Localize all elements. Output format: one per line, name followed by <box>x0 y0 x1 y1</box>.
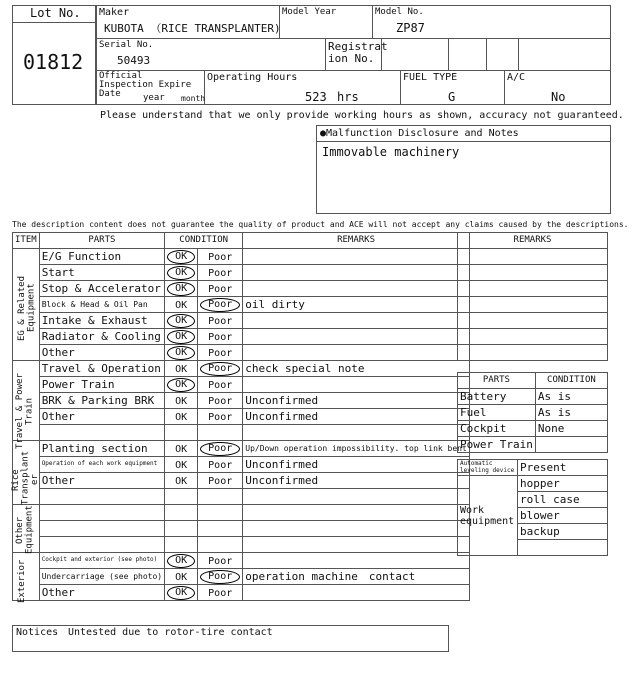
condition-ok <box>165 377 198 393</box>
remark: operation machine contact <box>243 569 470 585</box>
condition-poor <box>198 425 243 441</box>
condition-ok <box>165 425 198 441</box>
condition-poor-label: Poor <box>208 315 233 327</box>
part-name: E/G Function <box>39 249 164 265</box>
table-row <box>13 473 470 489</box>
remark <box>243 281 470 297</box>
table-row <box>13 345 470 361</box>
year-label: year <box>143 93 165 103</box>
condition-poor-label: Poor <box>208 459 233 471</box>
work-item: hopper <box>517 476 607 492</box>
right-remarks-header: REMARKS <box>458 233 608 249</box>
table-row <box>13 585 470 601</box>
part-name: Travel & Operation <box>39 361 164 377</box>
leveling-value: Present <box>517 460 607 476</box>
part-name: Start <box>39 265 164 281</box>
condition-ok <box>165 441 198 457</box>
maker-value: KUBOTA （RICE TRANSPLANTER) <box>104 22 281 35</box>
powertrain-label: Power Train <box>458 437 536 453</box>
remark: Unconfirmed <box>243 457 470 473</box>
condition-poor <box>198 313 243 329</box>
condition-ok <box>165 393 198 409</box>
part-name <box>39 537 164 553</box>
condition-ok-selected: OK <box>167 586 195 600</box>
work-item: backup <box>517 524 607 540</box>
part-name: Other <box>39 345 164 361</box>
condition-poor-selected: Poor <box>200 298 240 312</box>
condition-poor <box>198 297 243 313</box>
serial-label: Serial No. <box>99 40 154 50</box>
condition-ok <box>165 537 198 553</box>
part-name <box>39 489 164 505</box>
table-row <box>13 409 470 425</box>
hours-notice: Please understand that we only provide working hours as shown, accuracy not guaranteed. <box>100 110 624 121</box>
condition-ok-selected: OK <box>167 266 195 280</box>
remark: Unconfirmed <box>243 473 470 489</box>
malfunction-title: ●Malfunction Disclosure and Notes <box>320 128 519 139</box>
condition-ok-label: OK <box>175 459 188 471</box>
part-name: Radiator & Cooling <box>39 329 164 345</box>
condition-poor-label: Poor <box>208 555 233 567</box>
part-name: Intake & Exhaust <box>39 313 164 329</box>
condition-ok <box>165 585 198 601</box>
part-name <box>39 521 164 537</box>
lot-label: Lot No. <box>30 6 81 20</box>
condition-poor <box>198 329 243 345</box>
table-row <box>13 521 470 537</box>
group-travel-label: Travel & Power Train <box>15 373 35 449</box>
remark <box>243 505 470 521</box>
condition-ok-selected: OK <box>167 282 195 296</box>
condition-poor <box>198 537 243 553</box>
group-other-label: Other Equipment <box>15 505 35 555</box>
ac-value: No <box>551 90 566 104</box>
disclaimer: The description content does not guarantee the quality of product and ACE will not accept any claims caused by the descriptions. <box>12 220 629 229</box>
table-row <box>13 265 470 281</box>
condition-ok-selected: OK <box>167 346 195 360</box>
condition-ok-label: OK <box>175 411 188 423</box>
condition-poor-label: Poor <box>208 331 233 343</box>
table-row <box>13 537 470 553</box>
table-row <box>13 505 470 521</box>
cockpit-label: Cockpit <box>458 421 536 437</box>
condition-ok <box>165 489 198 505</box>
condition-ok-selected: OK <box>167 314 195 328</box>
right-parts-table <box>457 372 608 453</box>
condition-ok <box>165 281 198 297</box>
table-row <box>13 457 470 473</box>
condition-poor-selected: Poor <box>200 442 240 456</box>
cockpit-cond: None <box>535 421 607 437</box>
table-row <box>13 297 470 313</box>
notices-label: Notices <box>16 627 59 638</box>
condition-poor-label: Poor <box>208 379 233 391</box>
table-row <box>13 393 470 409</box>
condition-ok <box>165 329 198 345</box>
condition-poor-label: Poor <box>208 475 233 487</box>
hours-value: 523 <box>305 90 327 104</box>
group-eg-label: EG & Related Equipment <box>17 275 37 341</box>
table-row <box>13 377 470 393</box>
work-item: roll case <box>517 492 607 508</box>
condition-ok <box>165 505 198 521</box>
part-name: Planting section <box>39 441 164 457</box>
remark <box>243 489 470 505</box>
condition-poor <box>198 377 243 393</box>
part-name: Other <box>39 585 164 601</box>
remark <box>243 329 470 345</box>
hours-label: Operating Hours <box>207 72 298 83</box>
remark: Unconfirmed <box>243 393 470 409</box>
condition-ok <box>165 249 198 265</box>
serial-value: 50493 <box>117 54 151 67</box>
registration-label: Registrat ion No. <box>328 40 388 66</box>
part-name: Other <box>39 409 164 425</box>
condition-poor-label: Poor <box>208 251 233 263</box>
table-row <box>13 313 470 329</box>
model-no-label: Model No. <box>375 7 424 17</box>
col-condition: CONDITION <box>165 233 243 249</box>
powertrain-cond <box>535 437 607 453</box>
table-row <box>13 249 470 265</box>
right-remarks-table <box>457 232 608 361</box>
part-name: Block & Head & Oil Pan <box>39 297 164 313</box>
condition-poor <box>198 393 243 409</box>
condition-poor <box>198 489 243 505</box>
remark <box>243 345 470 361</box>
condition-poor <box>198 457 243 473</box>
condition-ok-label: OK <box>175 363 188 375</box>
hours-unit: hrs <box>337 90 359 104</box>
condition-poor <box>198 585 243 601</box>
condition-poor <box>198 521 243 537</box>
fuel-label: FUEL TYPE <box>403 72 458 83</box>
condition-ok <box>165 473 198 489</box>
part-name: BRK & Parking BRK <box>39 393 164 409</box>
condition-poor-selected: Poor <box>200 570 240 584</box>
battery-cond: As is <box>535 389 607 405</box>
work-item: blower <box>517 508 607 524</box>
inspection-label: Official Inspection Expire Date <box>99 71 192 99</box>
condition-table <box>12 232 470 601</box>
condition-ok <box>165 361 198 377</box>
condition-poor <box>198 361 243 377</box>
ac-label: A/C <box>507 72 526 83</box>
condition-ok-label: OK <box>175 299 188 311</box>
condition-poor <box>198 265 243 281</box>
remark <box>243 377 470 393</box>
part-name <box>39 505 164 521</box>
remark: check special note <box>243 361 470 377</box>
part-name: Undercarriage (see photo) <box>39 569 164 585</box>
condition-poor <box>198 505 243 521</box>
condition-ok-selected: OK <box>167 554 195 568</box>
part-name: Power Train <box>39 377 164 393</box>
condition-poor <box>198 441 243 457</box>
condition-ok <box>165 265 198 281</box>
remark: Up/Down operation impossibility. top link bent <box>243 441 470 457</box>
condition-ok <box>165 521 198 537</box>
condition-ok-selected: OK <box>167 330 195 344</box>
condition-ok-label: OK <box>175 395 188 407</box>
remark <box>243 521 470 537</box>
part-name: Operation of each work equipment <box>39 457 164 473</box>
month-label: month <box>181 94 206 103</box>
model-no-value: ZP87 <box>396 21 425 35</box>
condition-ok <box>165 569 198 585</box>
condition-poor <box>198 409 243 425</box>
right-col-parts: PARTS <box>458 373 536 389</box>
battery-label: Battery <box>458 389 536 405</box>
table-row <box>13 569 470 585</box>
fuel-value: G <box>448 90 456 104</box>
condition-poor <box>198 473 243 489</box>
remark <box>243 425 470 441</box>
remark: oil dirty <box>243 297 470 313</box>
condition-poor <box>198 249 243 265</box>
condition-ok <box>165 345 198 361</box>
condition-ok-label: OK <box>175 443 188 455</box>
table-row <box>13 425 470 441</box>
condition-poor-label: Poor <box>208 267 233 279</box>
table-row <box>13 441 470 457</box>
condition-poor <box>198 553 243 569</box>
work-item <box>517 540 607 556</box>
table-row <box>13 329 470 345</box>
condition-ok <box>165 553 198 569</box>
col-parts: PARTS <box>39 233 164 249</box>
condition-ok-selected: OK <box>167 250 195 264</box>
maker-label: Maker <box>99 7 130 18</box>
model-year-label: Model Year <box>282 7 337 17</box>
remark <box>243 553 470 569</box>
condition-poor <box>198 569 243 585</box>
fuel-cond: As is <box>535 405 607 421</box>
remark <box>243 585 470 601</box>
group-rice-label: Rice Transplant er <box>11 450 40 505</box>
condition-ok <box>165 409 198 425</box>
condition-poor-label: Poor <box>208 395 233 407</box>
remark <box>243 537 470 553</box>
right-col-condition: CONDITION <box>535 373 607 389</box>
condition-ok-selected: OK <box>167 378 195 392</box>
work-equipment-table <box>457 459 608 556</box>
part-name: Other <box>39 473 164 489</box>
table-row <box>13 489 470 505</box>
condition-poor-label: Poor <box>208 283 233 295</box>
col-item: ITEM <box>13 233 40 249</box>
table-row <box>13 361 470 377</box>
table-row <box>13 553 470 569</box>
condition-poor-label: Poor <box>208 411 233 423</box>
condition-ok-label: OK <box>175 571 188 583</box>
part-name: Cockpit and exterior (see photo) <box>39 553 164 569</box>
lot-number: 01812 <box>23 50 84 74</box>
condition-poor-selected: Poor <box>200 362 240 376</box>
remark <box>243 249 470 265</box>
table-row <box>13 281 470 297</box>
fuel-part-label: Fuel <box>458 405 536 421</box>
work-equipment-label: Work equipment <box>458 476 518 556</box>
group-exterior-label: Exterior <box>17 559 27 603</box>
condition-poor <box>198 345 243 361</box>
col-remarks: REMARKS <box>243 233 470 249</box>
condition-poor-label: Poor <box>208 587 233 599</box>
condition-ok <box>165 313 198 329</box>
condition-ok-label: OK <box>175 475 188 487</box>
remark: Unconfirmed <box>243 409 470 425</box>
condition-ok <box>165 457 198 473</box>
remark <box>243 313 470 329</box>
remark <box>243 265 470 281</box>
part-name: Stop & Accelerator <box>39 281 164 297</box>
malfunction-text: Immovable machinery <box>322 145 460 159</box>
condition-poor <box>198 281 243 297</box>
part-name <box>39 425 164 441</box>
condition-ok <box>165 297 198 313</box>
condition-poor-label: Poor <box>208 347 233 359</box>
notices-text: Untested due to rotor-tire contact <box>68 627 273 638</box>
leveling-label: Automatic leveling device <box>458 460 518 476</box>
